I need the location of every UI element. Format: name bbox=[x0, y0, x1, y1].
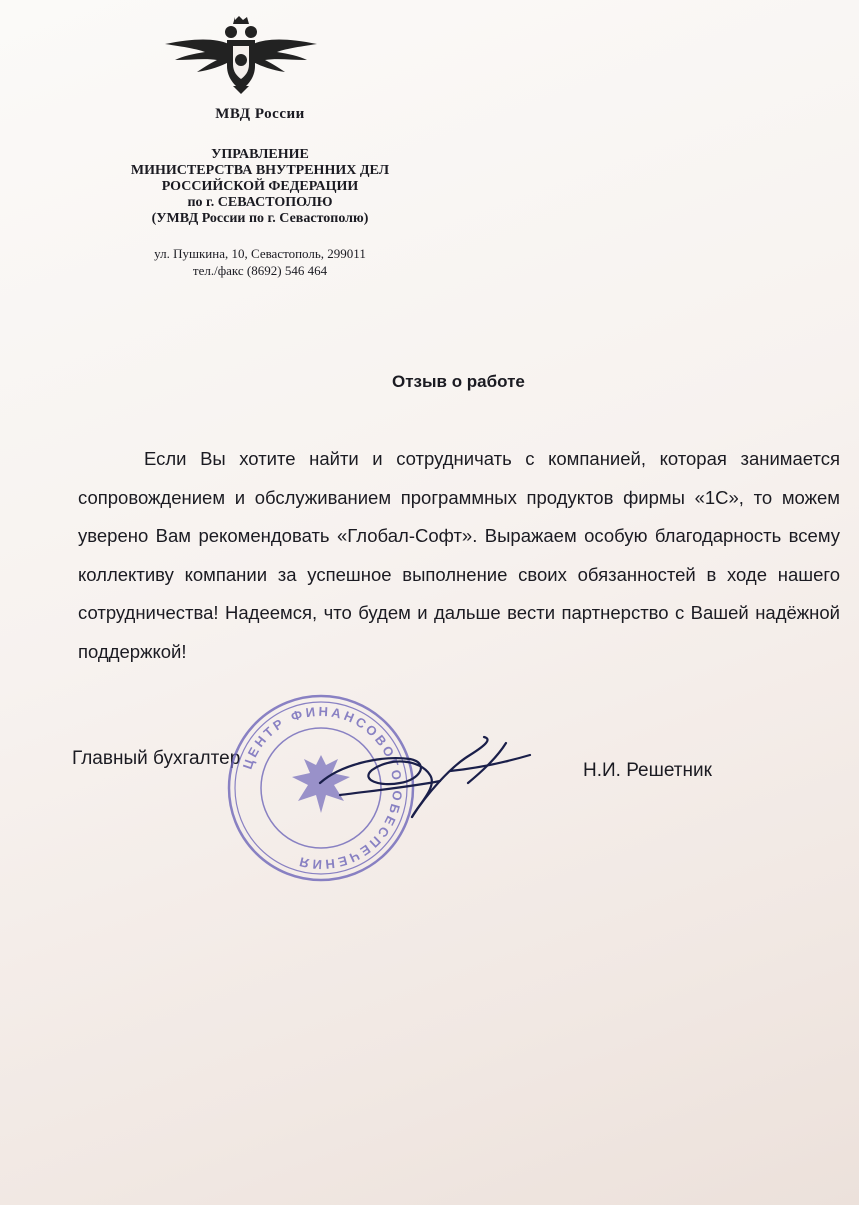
eagle-emblem-icon bbox=[165, 16, 317, 94]
org-line: (УМВД России по г. Севастополю) bbox=[151, 211, 369, 226]
org-line: РОССИЙСКОЙ ФЕДЕРАЦИИ bbox=[161, 179, 359, 194]
signer-name: Н.И. Решетник bbox=[583, 760, 712, 781]
org-line: по г. СЕВАСТОПОЛЮ bbox=[187, 195, 333, 210]
org-contacts bbox=[80, 245, 440, 279]
org-line: МИНИСТЕРСТВА ВНУТРЕННИХ ДЕЛ bbox=[130, 163, 390, 178]
document-title: Отзыв о работе bbox=[392, 372, 525, 391]
org-short-name: МВД России bbox=[215, 106, 305, 122]
stamp-text: ЦЕНТР ФИНАНСОВОГО ОБЕСПЕЧЕНИЯ bbox=[239, 703, 406, 873]
handwritten-signature bbox=[300, 725, 550, 835]
org-phone: тел./факс (8692) 546 464 bbox=[192, 263, 328, 278]
org-line: УПРАВЛЕНИЕ bbox=[211, 147, 309, 162]
document-body: Если Вы хотите найти и сотрудничать с компанией, которая занимается сопровождением и обслуживанием программных продуктов фирмы «1С», то можем уверено Вам рекомендовать «Глобал-Софт». Выражаем особую благодарность всему коллективу компании за успешное выполнение своих обязанностей в ходе нашего сотрудничества! Надеемся, что будем и дальше вести партнерство с Вашей надёжной поддержкой! bbox=[78, 448, 840, 662]
org-address: ул. Пушкина, 10, Севастополь, 299011 bbox=[154, 246, 366, 261]
org-full-name bbox=[80, 147, 440, 227]
signer-role: Главный бухгалтер bbox=[72, 748, 241, 769]
